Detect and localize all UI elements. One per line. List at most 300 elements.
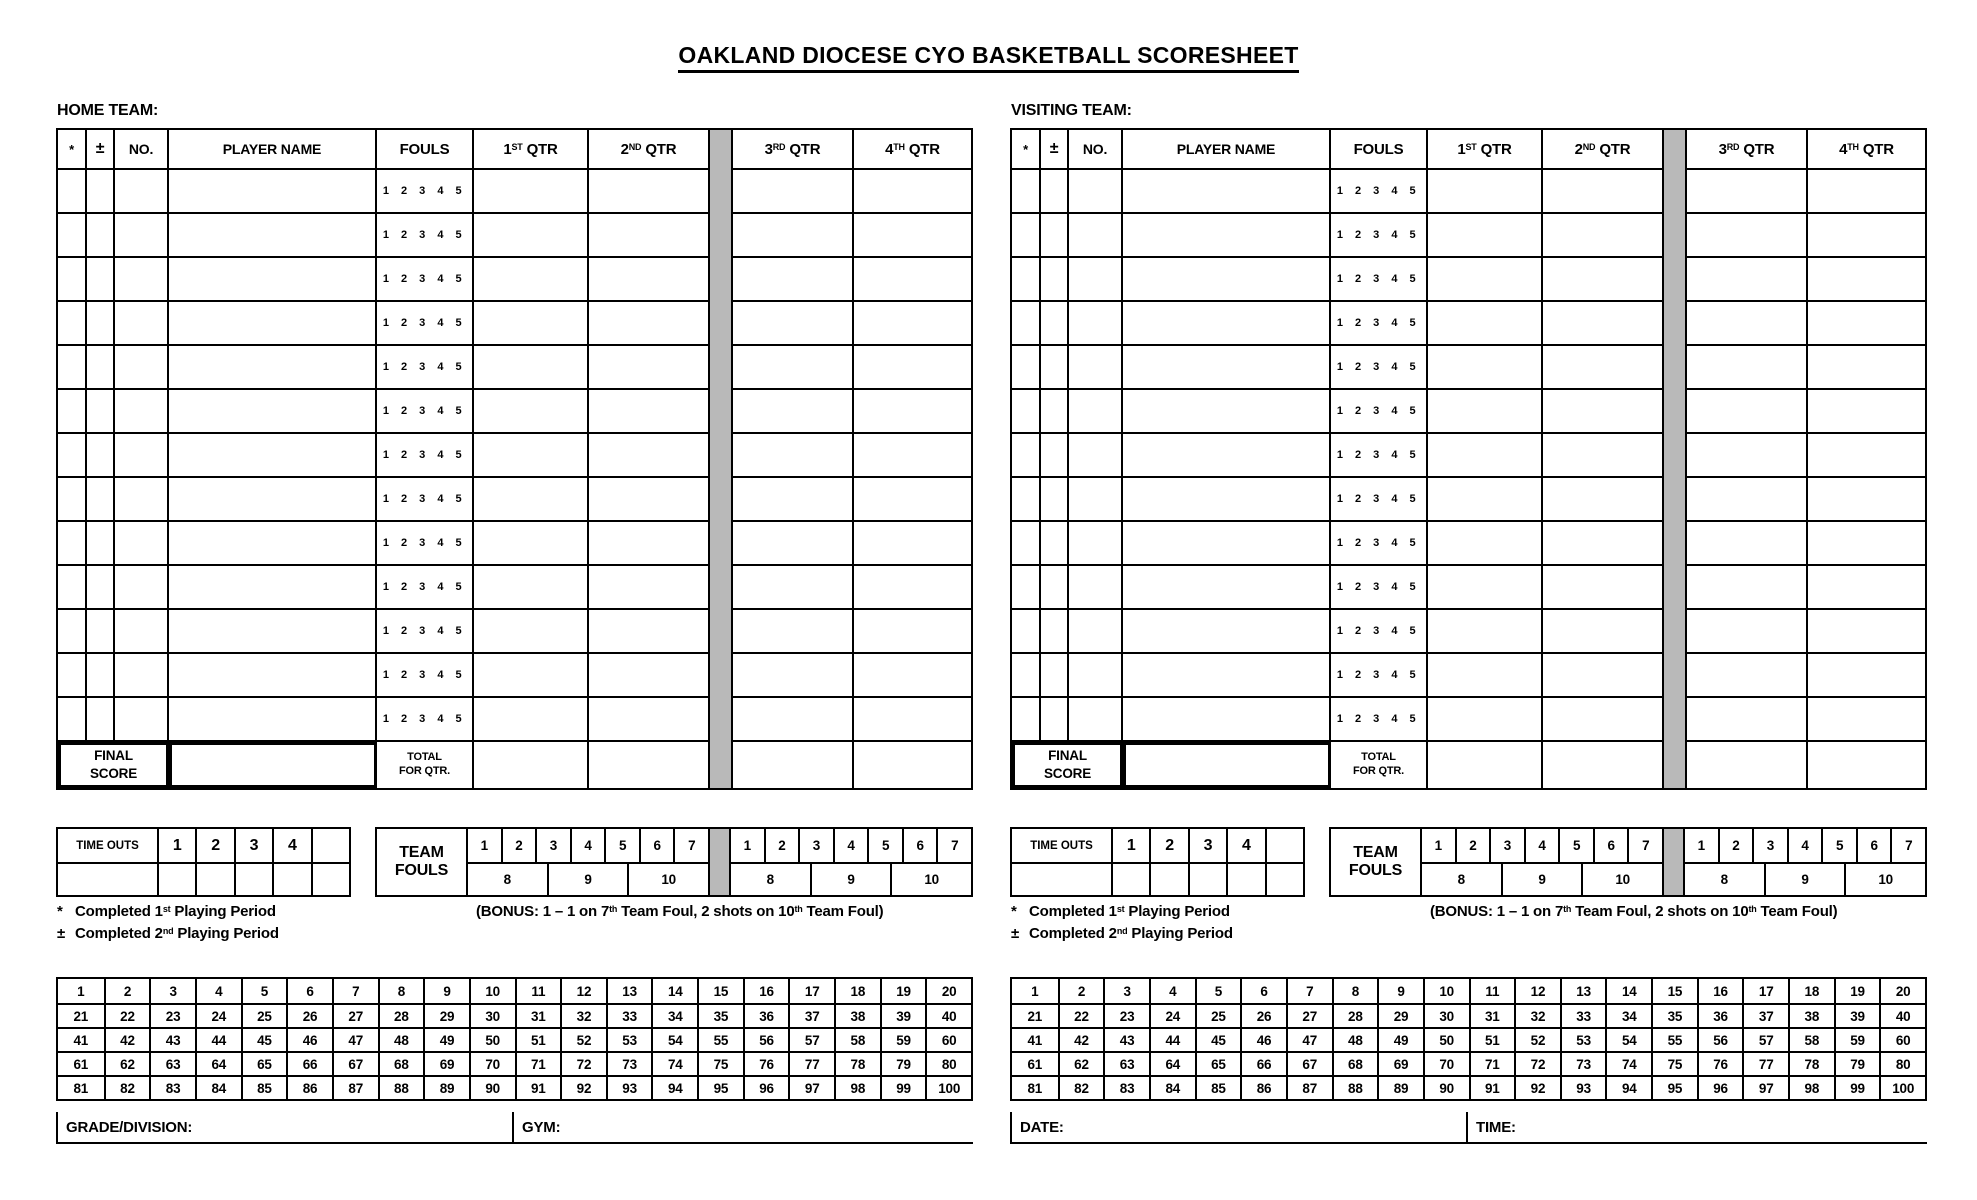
- player-number-cell: [115, 610, 169, 654]
- qtr3-score-cell: [1687, 478, 1808, 522]
- period-cell: [1041, 434, 1069, 478]
- bonus-text: Team Foul): [802, 903, 884, 920]
- team-fouls-half: [1422, 829, 1662, 895]
- running-score-cell: 29: [423, 1003, 469, 1027]
- team-label: HOME TEAM:: [57, 102, 159, 119]
- running-score-cell: 85: [241, 1075, 287, 1099]
- note-text: [75, 903, 276, 920]
- col-header-star: *: [58, 130, 87, 170]
- period-cell: [87, 258, 115, 302]
- qtr3-score-cell: [733, 610, 854, 654]
- fouls-scale-cell: 1 2 3 4 5: [1331, 390, 1428, 434]
- bonus-threshold-cell: 9: [1501, 862, 1582, 895]
- col-header-qtr2: [1543, 130, 1664, 170]
- qtr3-score-cell: [1687, 610, 1808, 654]
- star-cell: [58, 390, 87, 434]
- player-name-cell: [169, 478, 377, 522]
- col-header-qtr4: [1808, 130, 1925, 170]
- player-number-cell: [115, 434, 169, 478]
- col-header-fouls: FOULS: [377, 130, 474, 170]
- team-fouls-label-line1: TEAM: [399, 844, 444, 862]
- qtr3-score-cell: [733, 654, 854, 698]
- running-score-cell: 14: [1605, 979, 1651, 1003]
- running-score-cell: 16: [743, 979, 789, 1003]
- timeout-number-cell: [1265, 829, 1303, 862]
- total-for-qtr-line1: TOTAL: [407, 751, 442, 764]
- team-fouls-bonus-row: [1422, 862, 1662, 895]
- qtr3-score-cell: [733, 302, 854, 346]
- fouls-scale-cell: 1 2 3 4 5: [1331, 478, 1428, 522]
- running-score-cell: 82: [1058, 1075, 1104, 1099]
- running-score-cell: 50: [469, 1027, 515, 1051]
- qtr1-score-cell: [474, 258, 589, 302]
- qtr4-score-cell: [854, 390, 971, 434]
- running-score-cell: 56: [743, 1027, 789, 1051]
- plus-minus-symbol: ±: [57, 925, 66, 942]
- col-header-qtr2: [589, 130, 710, 170]
- fouls-scale-cell: 1 2 3 4 5: [1331, 346, 1428, 390]
- qtr1-score-cell: [1428, 258, 1543, 302]
- running-score-cell: 79: [1834, 1051, 1880, 1075]
- team-foul-count-cell: 5: [604, 829, 639, 862]
- running-score-cell: 64: [195, 1051, 241, 1075]
- qtr3-score-cell: [733, 390, 854, 434]
- player-number-cell: [1069, 698, 1123, 742]
- running-score-cell: 44: [1149, 1027, 1195, 1051]
- qtr4-label: [885, 141, 940, 158]
- star-cell: [1012, 214, 1041, 258]
- running-score-cell: 32: [560, 1003, 606, 1027]
- running-score-cell: 52: [560, 1027, 606, 1051]
- running-score-cell: 36: [1697, 1003, 1743, 1027]
- running-score-cell: 100: [925, 1075, 971, 1099]
- running-score-cell: 9: [1377, 979, 1423, 1003]
- qtr4-number: 4: [885, 140, 894, 158]
- player-number-cell: [115, 654, 169, 698]
- qtr2-number: 2: [620, 140, 629, 158]
- running-score-cell: 34: [651, 1003, 697, 1027]
- running-score-cell: 67: [332, 1051, 378, 1075]
- fouls-scale-cell: 1 2 3 4 5: [1331, 698, 1428, 742]
- running-score-grid: [1010, 977, 1927, 1101]
- qtr2-score-cell: [589, 654, 710, 698]
- final-score-label: [58, 742, 169, 788]
- qtr4-score-cell: [854, 434, 971, 478]
- running-score-cell: 63: [149, 1051, 195, 1075]
- qtr-total-cell: [854, 742, 971, 788]
- qtr4-label: [1839, 141, 1894, 158]
- player-name-cell: [169, 566, 377, 610]
- running-score-cell: 48: [378, 1027, 424, 1051]
- player-number-cell: [115, 346, 169, 390]
- period-cell: [87, 654, 115, 698]
- player-name-cell: [1123, 170, 1331, 214]
- note-text-post: Playing Period: [170, 903, 276, 920]
- qtr4-ordinal: TH: [1847, 141, 1859, 152]
- running-score-cell: 47: [332, 1027, 378, 1051]
- player-number-cell: [1069, 214, 1123, 258]
- team-foul-count-cell: 2: [1718, 829, 1753, 862]
- qtr-total-cell: [1543, 742, 1664, 788]
- qtr2-score-cell: [589, 698, 710, 742]
- team-fouls-table: [1329, 827, 1927, 897]
- player-name-cell: [169, 390, 377, 434]
- team-label: VISITING TEAM:: [1011, 102, 1132, 119]
- qtr3-score-cell: [1687, 214, 1808, 258]
- running-score-cell: 20: [1879, 979, 1925, 1003]
- qtr4-score-cell: [1808, 390, 1925, 434]
- fouls-scale-cell: 1 2 3 4 5: [377, 566, 474, 610]
- running-score-cell: 61: [1012, 1051, 1058, 1075]
- running-score-cell: 76: [1697, 1051, 1743, 1075]
- footer-field: [56, 1112, 512, 1142]
- team-fouls-count-row: [731, 829, 971, 862]
- running-score-cell: 16: [1697, 979, 1743, 1003]
- running-score-cell: 55: [1651, 1027, 1697, 1051]
- fouls-scale-cell: 1 2 3 4 5: [1331, 214, 1428, 258]
- player-number-cell: [1069, 346, 1123, 390]
- running-score-cell: 64: [1149, 1051, 1195, 1075]
- running-score-cell: 68: [1332, 1051, 1378, 1075]
- note-text-pre: Completed 1: [1029, 903, 1117, 920]
- running-score-cell: 18: [1788, 979, 1834, 1003]
- col-header-player-name: PLAYER NAME: [1123, 130, 1331, 170]
- bonus-ordinal: th: [609, 904, 618, 914]
- player-name-cell: [169, 698, 377, 742]
- running-score-cell: 65: [1195, 1051, 1241, 1075]
- running-score-cell: 21: [1012, 1003, 1058, 1027]
- quarter-divider-strip: [1664, 130, 1687, 788]
- running-score-cell: 90: [469, 1075, 515, 1099]
- bonus-threshold-cell: 8: [1685, 862, 1764, 895]
- running-score-cell: 91: [1469, 1075, 1515, 1099]
- completed-1st-period-note: [57, 903, 276, 920]
- total-for-qtr-line2: FOR QTR.: [1353, 765, 1404, 777]
- qtr1-word: QTR: [1476, 140, 1512, 158]
- running-score-cell: 15: [1651, 979, 1697, 1003]
- bonus-ordinal: th: [1748, 904, 1757, 914]
- fouls-scale-cell: 1 2 3 4 5: [1331, 522, 1428, 566]
- player-name-cell: [1123, 258, 1331, 302]
- player-name-cell: [169, 610, 377, 654]
- running-score-cell: 40: [925, 1003, 971, 1027]
- team-fouls-label-line1: TEAM: [1353, 844, 1398, 862]
- note-text-pre: Completed 2: [75, 925, 163, 942]
- bonus-threshold-cell: 10: [1581, 862, 1662, 895]
- qtr1-score-cell: [1428, 654, 1543, 698]
- qtr-total-cell: [589, 742, 710, 788]
- note-text: [1029, 925, 1233, 942]
- period-cell: [1041, 698, 1069, 742]
- bonus-text: Team Foul, 2 shots on 10: [617, 903, 795, 920]
- running-score-cell: 96: [1697, 1075, 1743, 1099]
- running-score-cell: 19: [880, 979, 926, 1003]
- running-score-cell: 75: [697, 1051, 743, 1075]
- qtr3-score-cell: [733, 346, 854, 390]
- timeouts-table: [1010, 827, 1305, 897]
- team-foul-count-cell: 6: [639, 829, 674, 862]
- bonus-text: Team Foul, 2 shots on 10: [1571, 903, 1749, 920]
- qtr4-score-cell: [1808, 346, 1925, 390]
- timeout-mark-cell: [1012, 862, 1111, 895]
- qtr1-number: 1: [1457, 140, 1466, 158]
- running-score-cell: 6: [286, 979, 332, 1003]
- star-cell: [58, 610, 87, 654]
- player-number-cell: [115, 698, 169, 742]
- fouls-scale-cell: 1 2 3 4 5: [377, 610, 474, 654]
- timeout-mark-cell: [311, 862, 349, 895]
- qtr4-score-cell: [1808, 302, 1925, 346]
- running-score-cell: 34: [1605, 1003, 1651, 1027]
- team-foul-count-cell: 1: [480, 838, 488, 853]
- star-cell: [58, 698, 87, 742]
- qtr2-score-cell: [589, 302, 710, 346]
- running-score-cell: 13: [606, 979, 652, 1003]
- period-cell: [87, 478, 115, 522]
- running-score-cell: 38: [834, 1003, 880, 1027]
- timeout-mark-cell: [1111, 862, 1149, 895]
- running-score-cell: 15: [697, 979, 743, 1003]
- bonus-text: (BONUS: 1 – 1 on 7: [1430, 903, 1564, 920]
- running-score-cell: 74: [651, 1051, 697, 1075]
- qtr-total-cell: [1428, 742, 1543, 788]
- completed-1st-period-note: [1011, 903, 1230, 920]
- player-number-cell: [115, 214, 169, 258]
- team-foul-count-cell: 1: [743, 838, 751, 853]
- star-cell: [1012, 654, 1041, 698]
- qtr2-score-cell: [1543, 478, 1664, 522]
- running-score-cell: 83: [1103, 1075, 1149, 1099]
- qtr1-label: [1457, 141, 1511, 158]
- running-score-cell: 94: [1605, 1075, 1651, 1099]
- running-score-cell: 93: [1560, 1075, 1606, 1099]
- running-score-cell: 41: [1012, 1027, 1058, 1051]
- note-text: [75, 925, 279, 942]
- team-foul-count-cell: 6: [1856, 829, 1891, 862]
- timeout-mark-cell: [1188, 862, 1226, 895]
- note-text-post: Playing Period: [1124, 903, 1230, 920]
- team-foul-count-cell: 7: [1627, 829, 1662, 862]
- fouls-scale-cell: 1 2 3 4 5: [1331, 610, 1428, 654]
- qtr1-score-cell: [1428, 434, 1543, 478]
- qtr4-word: QTR: [1858, 140, 1894, 158]
- star-symbol: *: [1011, 903, 1017, 920]
- running-score-cell: 87: [332, 1075, 378, 1099]
- timeout-number-cell: 3: [1188, 829, 1226, 862]
- fouls-scale-cell: 1 2 3 4 5: [377, 214, 474, 258]
- running-score-cell: 11: [1469, 979, 1515, 1003]
- team-foul-count-cell: 5: [1821, 829, 1856, 862]
- footer-fields: [56, 1112, 973, 1144]
- running-score-cell: 40: [1879, 1003, 1925, 1027]
- running-score-cell: 94: [651, 1075, 697, 1099]
- qtr4-score-cell: [1808, 170, 1925, 214]
- star-cell: [1012, 346, 1041, 390]
- running-score-cell: 2: [104, 979, 150, 1003]
- running-score-cell: 37: [788, 1003, 834, 1027]
- final-score-label-line1: FINAL: [94, 748, 133, 764]
- qtr4-score-cell: [854, 170, 971, 214]
- running-score-cell: 84: [195, 1075, 241, 1099]
- running-score-cell: 37: [1742, 1003, 1788, 1027]
- timeout-number-cell: 1: [1111, 829, 1149, 862]
- running-score-cell: 24: [1149, 1003, 1195, 1027]
- period-cell: [87, 522, 115, 566]
- star-symbol: *: [57, 903, 63, 920]
- qtr3-score-cell: [1687, 390, 1808, 434]
- running-score-grid: [56, 977, 973, 1101]
- team-fouls-half: [468, 829, 708, 895]
- col-header-qtr1: [474, 130, 589, 170]
- fouls-scale-cell: 1 2 3 4 5: [377, 258, 474, 302]
- qtr2-score-cell: [589, 610, 710, 654]
- running-score-cell: 67: [1286, 1051, 1332, 1075]
- running-score-cell: 89: [1377, 1075, 1423, 1099]
- running-score-cell: 75: [1651, 1051, 1697, 1075]
- running-score-cell: 69: [423, 1051, 469, 1075]
- visiting-team-section: [1010, 0, 1927, 1200]
- player-name-cell: [1123, 566, 1331, 610]
- qtr3-score-cell: [1687, 654, 1808, 698]
- team-foul-count-cell: 4: [833, 829, 868, 862]
- star-cell: [58, 566, 87, 610]
- qtr1-score-cell: [1428, 170, 1543, 214]
- total-for-qtr-line2: FOR QTR.: [399, 765, 450, 777]
- running-score-cell: 30: [469, 1003, 515, 1027]
- note-text-pre: Completed 2: [1029, 925, 1117, 942]
- fouls-scale-cell: 1 2 3 4 5: [1331, 566, 1428, 610]
- player-name-cell: [1123, 346, 1331, 390]
- team-foul-count-cell: 3: [798, 829, 833, 862]
- running-score-cell: 60: [925, 1027, 971, 1051]
- running-score-cell: 53: [606, 1027, 652, 1051]
- running-score-cell: 20: [925, 979, 971, 1003]
- total-for-qtr-label: [377, 742, 474, 788]
- running-score-cell: 100: [1879, 1075, 1925, 1099]
- team-fouls-divider-strip: [1662, 829, 1685, 895]
- running-score-cell: 32: [1514, 1003, 1560, 1027]
- fouls-scale-cell: 1 2 3 4 5: [377, 434, 474, 478]
- running-score-cell: 6: [1240, 979, 1286, 1003]
- running-score-cell: 23: [149, 1003, 195, 1027]
- final-score-label-line2: SCORE: [89, 766, 137, 781]
- player-name-cell: [169, 654, 377, 698]
- running-score-cell: 5: [241, 979, 287, 1003]
- qtr4-number: 4: [1839, 140, 1848, 158]
- fouls-scale-cell: 1 2 3 4 5: [1331, 302, 1428, 346]
- col-header-qtr3: [733, 130, 854, 170]
- player-name-cell: [169, 258, 377, 302]
- star-cell: [58, 434, 87, 478]
- player-number-cell: [115, 478, 169, 522]
- qtr4-score-cell: [854, 214, 971, 258]
- running-score-cell: 2: [1058, 979, 1104, 1003]
- qtr2-score-cell: [589, 390, 710, 434]
- running-score-cell: 42: [1058, 1027, 1104, 1051]
- qtr2-score-cell: [589, 170, 710, 214]
- running-score-cell: 58: [834, 1027, 880, 1051]
- running-score-cell: 86: [286, 1075, 332, 1099]
- qtr1-score-cell: [1428, 478, 1543, 522]
- qtr4-score-cell: [854, 302, 971, 346]
- timeout-number-cell: 2: [1149, 829, 1187, 862]
- running-score-cell: 81: [58, 1075, 104, 1099]
- team-fouls-table: [375, 827, 973, 897]
- running-score-cell: 10: [469, 979, 515, 1003]
- qtr2-score-cell: [589, 346, 710, 390]
- team-foul-count-cell: 7: [673, 829, 708, 862]
- qtr3-score-cell: [1687, 522, 1808, 566]
- star-cell: [58, 654, 87, 698]
- running-score-cell: 72: [560, 1051, 606, 1075]
- running-score-cell: 50: [1423, 1027, 1469, 1051]
- qtr4-score-cell: [1808, 522, 1925, 566]
- page-title-text: OAKLAND DIOCESE CYO BASKETBALL SCORESHEET: [678, 42, 1298, 73]
- timeout-mark-cell: [234, 862, 272, 895]
- period-cell: [87, 434, 115, 478]
- running-score-cell: 7: [1286, 979, 1332, 1003]
- qtr3-label: [1719, 141, 1775, 158]
- col-header-qtr4: [854, 130, 971, 170]
- timeout-mark-cell: [272, 862, 310, 895]
- running-score-cell: 30: [1423, 1003, 1469, 1027]
- running-score-cell: 90: [1423, 1075, 1469, 1099]
- qtr4-score-cell: [1808, 478, 1925, 522]
- qtr1-score-cell: [474, 478, 589, 522]
- running-score-cell: 62: [104, 1051, 150, 1075]
- period-cell: [1041, 390, 1069, 434]
- qtr3-score-cell: [733, 566, 854, 610]
- fouls-scale-cell: 1 2 3 4 5: [377, 478, 474, 522]
- qtr2-score-cell: [1543, 302, 1664, 346]
- player-number-cell: [1069, 258, 1123, 302]
- note-ordinal: st: [1116, 904, 1125, 914]
- player-name-cell: [169, 346, 377, 390]
- team-foul-count-cell: 6: [1593, 829, 1628, 862]
- final-score-label-line2: SCORE: [1043, 766, 1091, 781]
- timeout-mark-cell: [195, 862, 233, 895]
- running-score-cell: 61: [58, 1051, 104, 1075]
- qtr4-score-cell: [854, 566, 971, 610]
- running-score-cell: 76: [743, 1051, 789, 1075]
- team-fouls-label-line2: FOULS: [1348, 862, 1403, 879]
- qtr4-score-cell: [854, 258, 971, 302]
- qtr2-score-cell: [1543, 698, 1664, 742]
- star-cell: [1012, 522, 1041, 566]
- running-score-cell: 70: [469, 1051, 515, 1075]
- qtr2-score-cell: [1543, 214, 1664, 258]
- player-number-cell: [1069, 522, 1123, 566]
- running-score-cell: 12: [1514, 979, 1560, 1003]
- player-number-cell: [115, 170, 169, 214]
- period-cell: [1041, 214, 1069, 258]
- period-cell: [1041, 302, 1069, 346]
- running-score-cell: 51: [515, 1027, 561, 1051]
- running-score-cell: 66: [1240, 1051, 1286, 1075]
- qtr1-score-cell: [474, 434, 589, 478]
- running-score-cell: 1: [1031, 983, 1039, 999]
- running-score-cell: 85: [1195, 1075, 1241, 1099]
- timeout-number-cell: 4: [1226, 829, 1264, 862]
- running-score-cell: 78: [1788, 1051, 1834, 1075]
- footer-field-label: GYM:: [522, 1119, 561, 1136]
- timeout-mark-cell: [1149, 862, 1187, 895]
- player-number-cell: [1069, 170, 1123, 214]
- qtr1-score-cell: [474, 346, 589, 390]
- qtr1-score-cell: [474, 390, 589, 434]
- qtr2-score-cell: [589, 258, 710, 302]
- running-score-cell: 31: [1469, 1003, 1515, 1027]
